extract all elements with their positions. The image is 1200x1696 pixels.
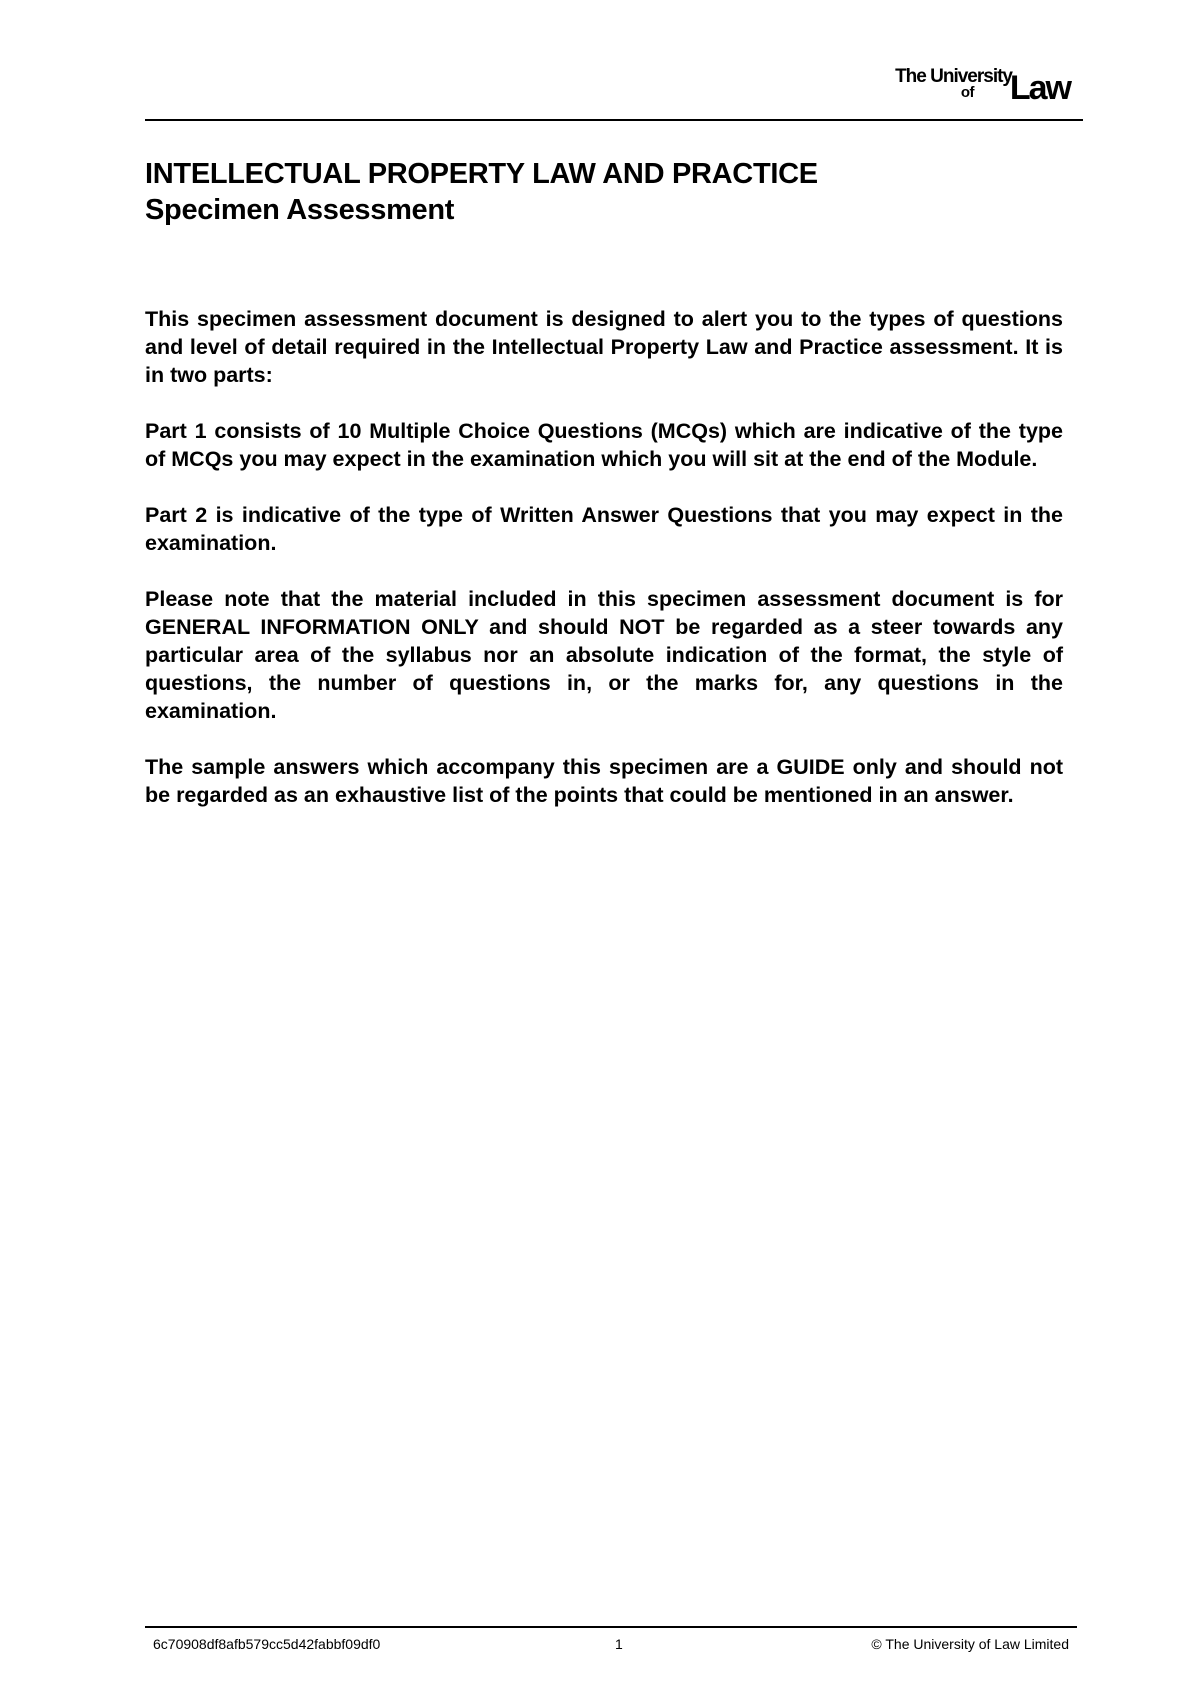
copyright-notice: © The University of Law Limited xyxy=(871,1636,1069,1652)
part2-paragraph: Part 2 is indicative of the type of Written Answer Questions that you may expect in the examination. xyxy=(145,503,1063,555)
page-footer xyxy=(145,1636,1077,1658)
document-title: INTELLECTUAL PROPERTY LAW AND PRACTICE xyxy=(145,158,818,190)
document-body xyxy=(145,305,1063,837)
title-block xyxy=(145,156,1075,228)
intro-paragraph: This specimen assessment document is designed to alert you to the types of questions and level of detail required in the Intellectual Property Law and Practice assessment. It is in two parts: xyxy=(145,307,1063,387)
note-paragraph: Please note that the material included in this specimen assessment document is for GENERAL INFORMATION ONLY and should NOT be regarded as a steer towards any particular area of the syllabus nor an absolute indication of the format, the style of questions, the number of questions in, or the marks for, any questions in the examination. xyxy=(145,587,1063,723)
footer-divider xyxy=(145,1626,1077,1628)
sample-answers-paragraph: The sample answers which accompany this specimen are a GUIDE only and should not be regarded as an exhaustive list of the points that could be mentioned in an answer. xyxy=(145,755,1063,807)
page-number: 1 xyxy=(615,1636,623,1652)
university-logo xyxy=(860,62,1070,110)
part1-paragraph: Part 1 consists of 10 Multiple Choice Questions (MCQs) which are indicative of the type of MCQs you may expect in the examination which you will sit at the end of the Module. xyxy=(145,419,1063,471)
header-divider xyxy=(145,119,1083,121)
logo-text-the-university: The University xyxy=(895,66,1012,87)
logo-text-of: of xyxy=(960,84,974,101)
logo-text-law: Law xyxy=(1009,69,1070,107)
document-subtitle: Specimen Assessment xyxy=(145,194,455,226)
document-reference: 6c70908df8afb579cc5d42fabbf09df0 xyxy=(153,1636,381,1652)
